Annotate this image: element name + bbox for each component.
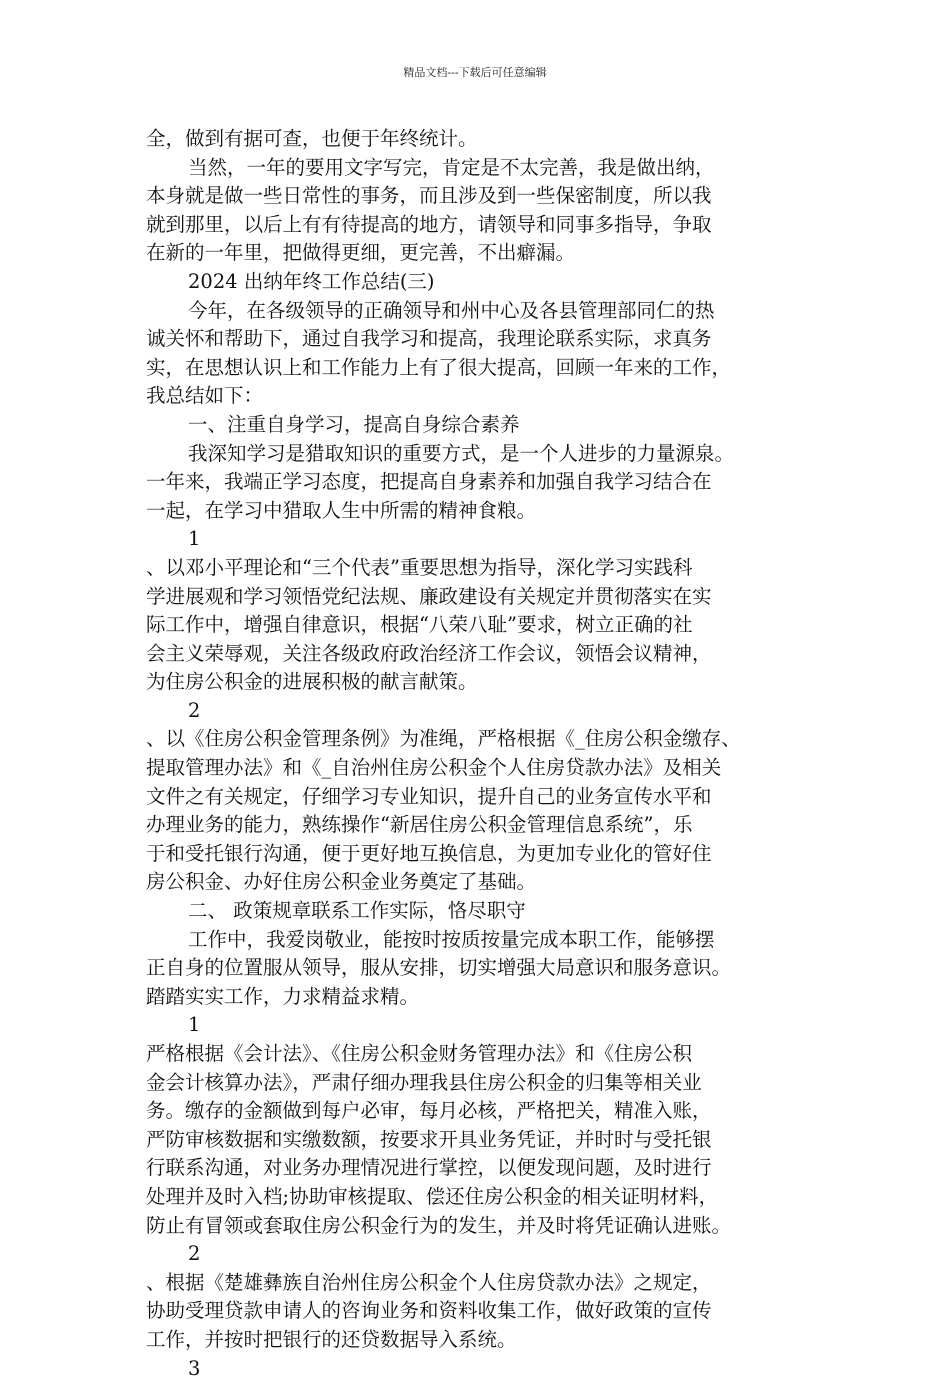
text-line: 1 <box>188 1013 201 1037</box>
text-line: 、以《住房公积金管理条例》为准绳，严格根据《_住房公积金缴存、 <box>146 727 741 751</box>
text-line: 当然，一年的要用文字写完，肯定是不太完善，我是做出纳， <box>188 155 715 179</box>
page-header: 精品文档---下载后可任意编辑 <box>403 66 547 79</box>
text-line: 、以邓小平理论和“三个代表”重要思想为指导，深化学习实践科 <box>146 555 693 579</box>
text-line: 际工作中，增强自律意识，根据“八荣八耻”要求，树立正确的社 <box>146 613 693 637</box>
text-line: 二、 政策规章联系工作实际，恪尽职守 <box>188 899 526 923</box>
text-line: 工作，并按时把银行的还贷数据导入系统。 <box>146 1327 517 1351</box>
document-body <box>146 125 810 1383</box>
text-line: 2 <box>188 1242 201 1266</box>
text-line: 严防审核数据和实缴数额，按要求开具业务凭证，并时时与受托银 <box>146 1127 712 1151</box>
text-line: 处理并及时入档;协助审核提取、偿还住房公积金的相关证明材料， <box>146 1184 719 1208</box>
text-line: 工作中，我爱岗敬业，能按时按质按量完成本职工作，能够摆 <box>188 927 715 951</box>
text-line: 踏踏实实工作，力求精益求精。 <box>146 984 420 1008</box>
text-line: 一起，在学习中猎取人生中所需的精神食粮。 <box>146 498 537 522</box>
text-line: 我深知学习是猎取知识的重要方式，是一个人进步的力量源泉。 <box>188 441 735 465</box>
text-line: 1 <box>188 527 201 551</box>
text-line: 一、注重自身学习，提高自身综合素养 <box>188 412 520 436</box>
text-line: 今年，在各级领导的正确领导和州中心及各县管理部同仁的热 <box>188 298 715 322</box>
text-line: 为住房公积金的进展积极的献言献策。 <box>146 670 478 694</box>
text-line: 协助受理贷款申请人的咨询业务和资料收集工作，做好政策的宣传 <box>146 1299 712 1323</box>
text-line: 行联系沟通，对业务办理情况进行掌控，以便发现问题，及时进行 <box>146 1156 712 1180</box>
text-line: 在新的一年里，把做得更细，更完善，不出癖漏。 <box>146 241 576 265</box>
text-line: 3 <box>188 1356 201 1380</box>
text-line: 文件之有关规定，仔细学习专业知识，提升自己的业务宣传水平和 <box>146 784 712 808</box>
text-line: 防止有冒领或套取住房公积金行为的发生，并及时将凭证确认进账。 <box>146 1213 732 1237</box>
text-line: 就到那里，以后上有有待提高的地方，请领导和同事多指导，争取 <box>146 212 712 236</box>
text-line: 我总结如下： <box>146 384 264 408</box>
text-line: 金会计核算办法》，严肃仔细办理我县住房公积金的归集等相关业 <box>146 1070 702 1094</box>
text-line: 房公积金、办好住房公积金业务奠定了基础。 <box>146 870 537 894</box>
text-line: 2024 出纳年终工作总结(三) <box>188 269 435 293</box>
text-line: 会主义荣辱观，关注各级政府政治经济工作会议，领悟会议精神， <box>146 641 712 665</box>
text-line: 学进展观和学习领悟党纪法规、廉政建设有关规定并贯彻落实在实 <box>146 584 712 608</box>
text-line: 、根据《楚雄彝族自治州住房公积金个人住房贷款办法》之规定， <box>146 1270 712 1294</box>
text-line: 务。缴存的金额做到每户必审，每月必核，严格把关，精准入账， <box>146 1099 712 1123</box>
text-line: 办理业务的能力，熟练操作“新居住房公积金管理信息系统”，乐 <box>146 813 693 837</box>
text-line: 实，在思想认识上和工作能力上有了很大提高，回顾一年来的工作， <box>146 355 732 379</box>
text-line: 全，做到有据可查，也便于年终统计。 <box>146 127 478 150</box>
text-line: 严格根据《会计法》、《住房公积金财务管理办法》和《住房公积 <box>146 1042 693 1065</box>
text-line: 2 <box>188 698 201 722</box>
text-line: 本身就是做一些日常性的事务，而且涉及到一些保密制度，所以我 <box>146 184 712 208</box>
text-line: 于和受托银行沟通，便于更好地互换信息，为更加专业化的管好住 <box>146 841 712 865</box>
text-line: 提取管理办法》和《_自治州住房公积金个人住房贷款办法》及相关 <box>146 756 722 780</box>
text-line: 诚关怀和帮助下，通过自我学习和提高，我理论联系实际，求真务 <box>146 327 712 351</box>
text-line: 正自身的位置服从领导，服从安排，切实增强大局意识和服务意识。 <box>146 956 732 980</box>
text-line: 一年来，我端正学习态度，把提高自身素养和加强自我学习结合在 <box>146 470 712 494</box>
